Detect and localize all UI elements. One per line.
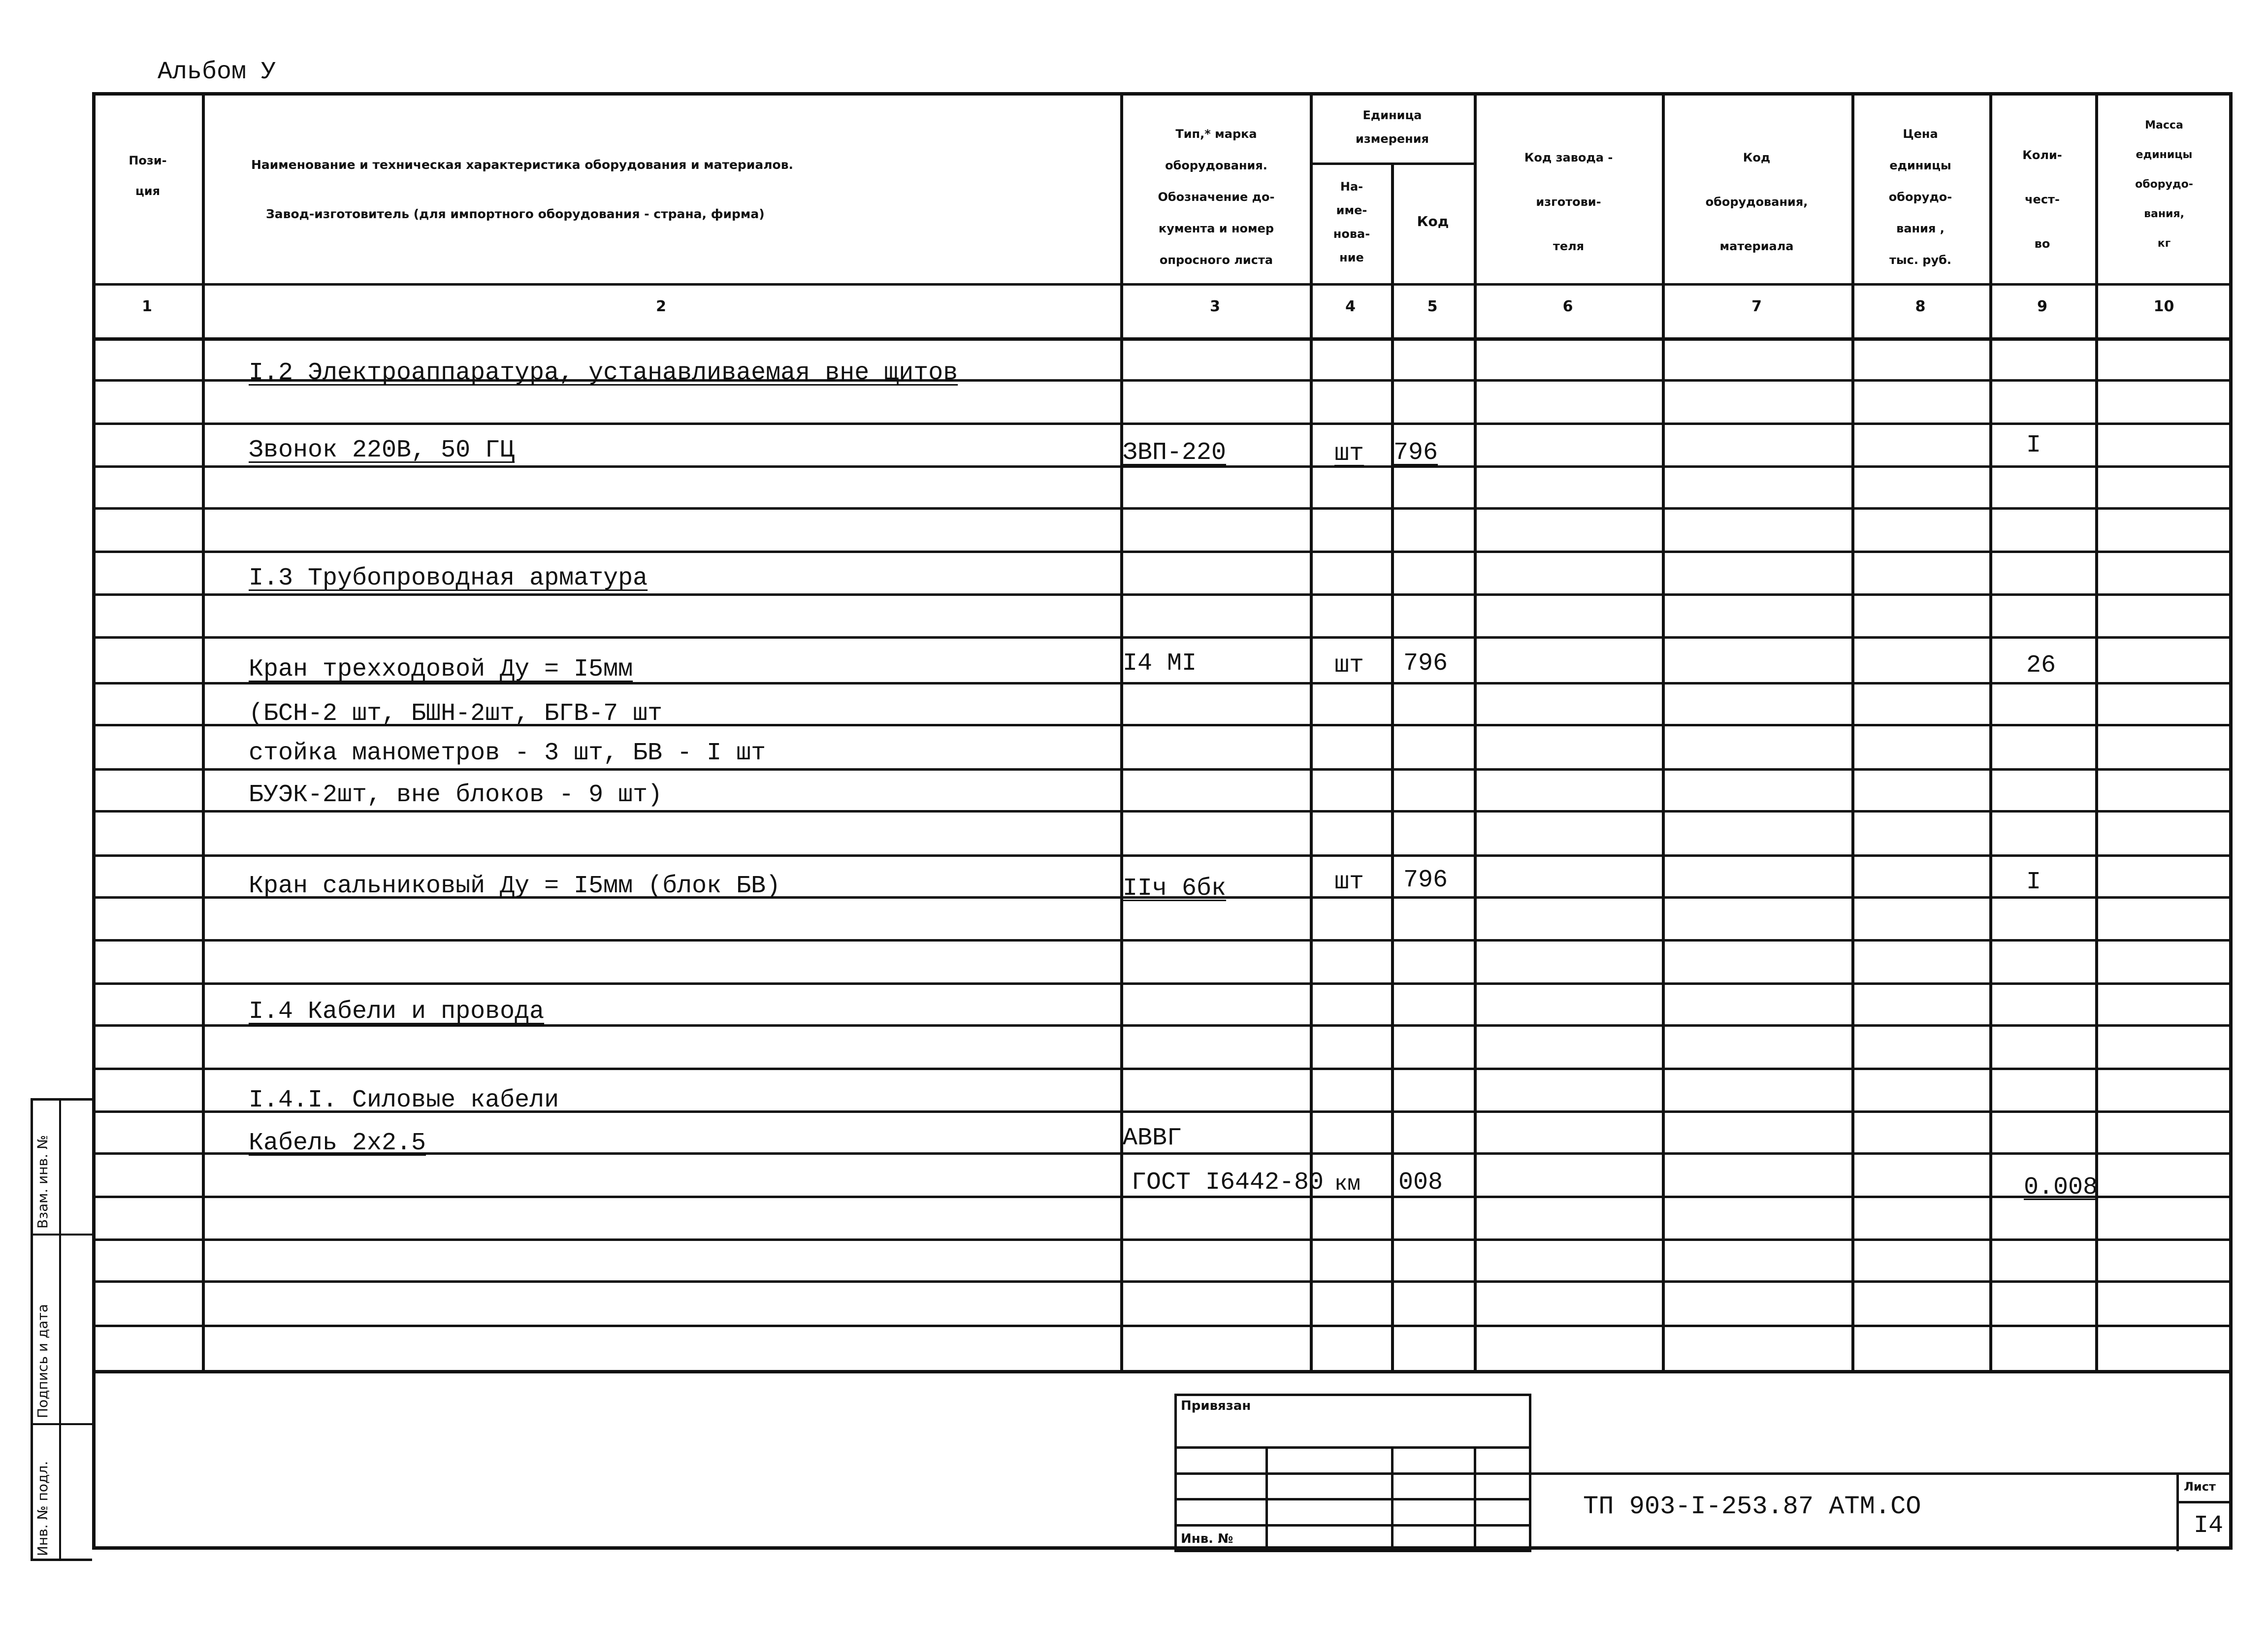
header-name: Наименование и техническая характеристика оборудования и материалов. Завод-изготовитель (для импортного оборудования - страна, фирма) — [251, 158, 794, 221]
stamp-line — [1174, 1472, 1531, 1475]
item-mass: 0.008 — [2024, 1173, 2098, 1202]
item-name: Звонок 220В, 50 ГЦ — [249, 436, 515, 464]
row-line — [92, 1280, 2233, 1283]
item-name: Кран сальниковый Ду = I5мм (блок БВ) — [249, 872, 781, 900]
item-code: 796 — [1393, 439, 1438, 467]
row-line — [92, 1370, 2233, 1373]
row-line — [92, 982, 2233, 985]
row-line — [92, 636, 2233, 639]
item-code: 008 — [1398, 1169, 1443, 1197]
col-number: 8 — [1915, 298, 1926, 315]
item-qty: 26 — [2026, 651, 2056, 680]
stamp-vline — [1265, 1446, 1268, 1552]
item-qty: I — [2026, 431, 2041, 459]
sheet-number: I4 — [2193, 1512, 2223, 1540]
section-title: I.4.I. Силовые кабели — [249, 1086, 559, 1114]
item-type: IIч 6бк — [1123, 875, 1227, 903]
row-line — [92, 593, 2233, 596]
header-qty: Коли- чест- во — [2022, 148, 2062, 251]
item-note: (БСН-2 шт, БШН-2шт, БГВ-7 шт — [249, 700, 663, 728]
item-unit: шт — [1334, 440, 1364, 468]
album-label: Альбом У — [158, 58, 276, 86]
item-note: БУЭК-2шт, вне блоков - 9 шт) — [249, 781, 663, 809]
col-number: 5 — [1427, 298, 1438, 315]
header-mass: Масса единицы оборудо- вания, кг — [2135, 119, 2193, 250]
item-name: Кран трехходовой Ду = I5мм — [249, 655, 633, 684]
item-code: 796 — [1403, 650, 1448, 678]
row-line — [92, 810, 2233, 813]
col-divider — [1391, 163, 1394, 1372]
stamp-bound-label: Привязан — [1181, 1399, 1251, 1413]
col-number: 6 — [1562, 298, 1573, 315]
header-type: Тип,* марка оборудования. Обозначение до- кумента и номер опросного листа — [1158, 127, 1275, 267]
side-divider — [59, 1098, 61, 1561]
stamp-vline — [1391, 1446, 1393, 1552]
stamp-line — [1174, 1446, 1531, 1449]
document-code: ТП 903-I-253.87 АТМ.СО — [1583, 1492, 1921, 1521]
item-unit: шт — [1334, 651, 1364, 680]
side-replace-label: Взам. инв. № — [34, 1135, 51, 1229]
section-title: I.4 Кабели и провода — [249, 998, 545, 1026]
item-name: Кабель 2х2.5 — [249, 1129, 426, 1157]
row-line — [92, 423, 2233, 425]
item-type: АВВГ — [1123, 1124, 1182, 1152]
item-standard: ГОСТ I6442-80 — [1132, 1169, 1324, 1197]
col-number: 10 — [2153, 298, 2174, 315]
header-position: Пози- ция — [129, 154, 167, 198]
col-number: 1 — [142, 298, 152, 315]
header-material-code: Код оборудования, материала — [1705, 151, 1808, 253]
side-line — [31, 1423, 92, 1425]
header-unit-group: Единица измерения — [1356, 108, 1429, 146]
row-line — [92, 507, 2233, 510]
item-note: стойка манометров - 3 шт, БВ - I шт — [249, 739, 766, 767]
row-line — [92, 1325, 2233, 1327]
col-number: 2 — [656, 298, 666, 315]
header-subline — [1310, 163, 1474, 165]
side-inv-label: Инв. № подл. — [34, 1461, 51, 1556]
sheet-line — [2176, 1501, 2233, 1503]
stamp-vline — [1474, 1446, 1476, 1552]
row-line — [92, 551, 2233, 553]
row-line — [92, 768, 2233, 771]
section-title: I.3 Трубопроводная арматура — [249, 564, 648, 592]
item-type: ЗВП-220 — [1123, 439, 1227, 467]
stamp-line — [1174, 1498, 1531, 1500]
col-number: 3 — [1210, 298, 1220, 315]
sheet-divider — [2176, 1472, 2179, 1551]
section-title: I.2 Электроаппаратура, устанавливаемая вне щитов — [249, 359, 958, 387]
item-code: 796 — [1403, 866, 1448, 894]
row-line — [92, 854, 2233, 857]
row-line — [92, 939, 2233, 942]
col-number: 4 — [1345, 298, 1356, 315]
header-unit-name: На- име- нова- ние — [1333, 180, 1370, 264]
stamp-line — [1174, 1524, 1531, 1527]
item-unit: шт — [1334, 868, 1364, 896]
row-line — [92, 1238, 2233, 1241]
side-sign-label: Подпись и дата — [34, 1304, 51, 1418]
header-price: Цена единицы оборудо- вания , тыс. руб. — [1888, 127, 1952, 267]
title-block-line — [1531, 1472, 2233, 1475]
header-unit-code: Код — [1417, 213, 1449, 229]
item-type: I4 MI — [1123, 650, 1197, 678]
item-unit: км — [1334, 1172, 1361, 1197]
sheet-label: Лист — [2184, 1480, 2216, 1494]
stamp-inv-label: Инв. № — [1181, 1531, 1233, 1546]
item-qty: I — [2026, 868, 2041, 896]
col-number: 7 — [1751, 298, 1762, 315]
side-line — [31, 1234, 92, 1236]
row-line — [92, 1068, 2233, 1070]
header-line — [92, 337, 2233, 341]
header-factory-code: Код завода - изготови- теля — [1524, 151, 1613, 253]
header-line — [92, 283, 2233, 286]
col-number: 9 — [2037, 298, 2047, 315]
